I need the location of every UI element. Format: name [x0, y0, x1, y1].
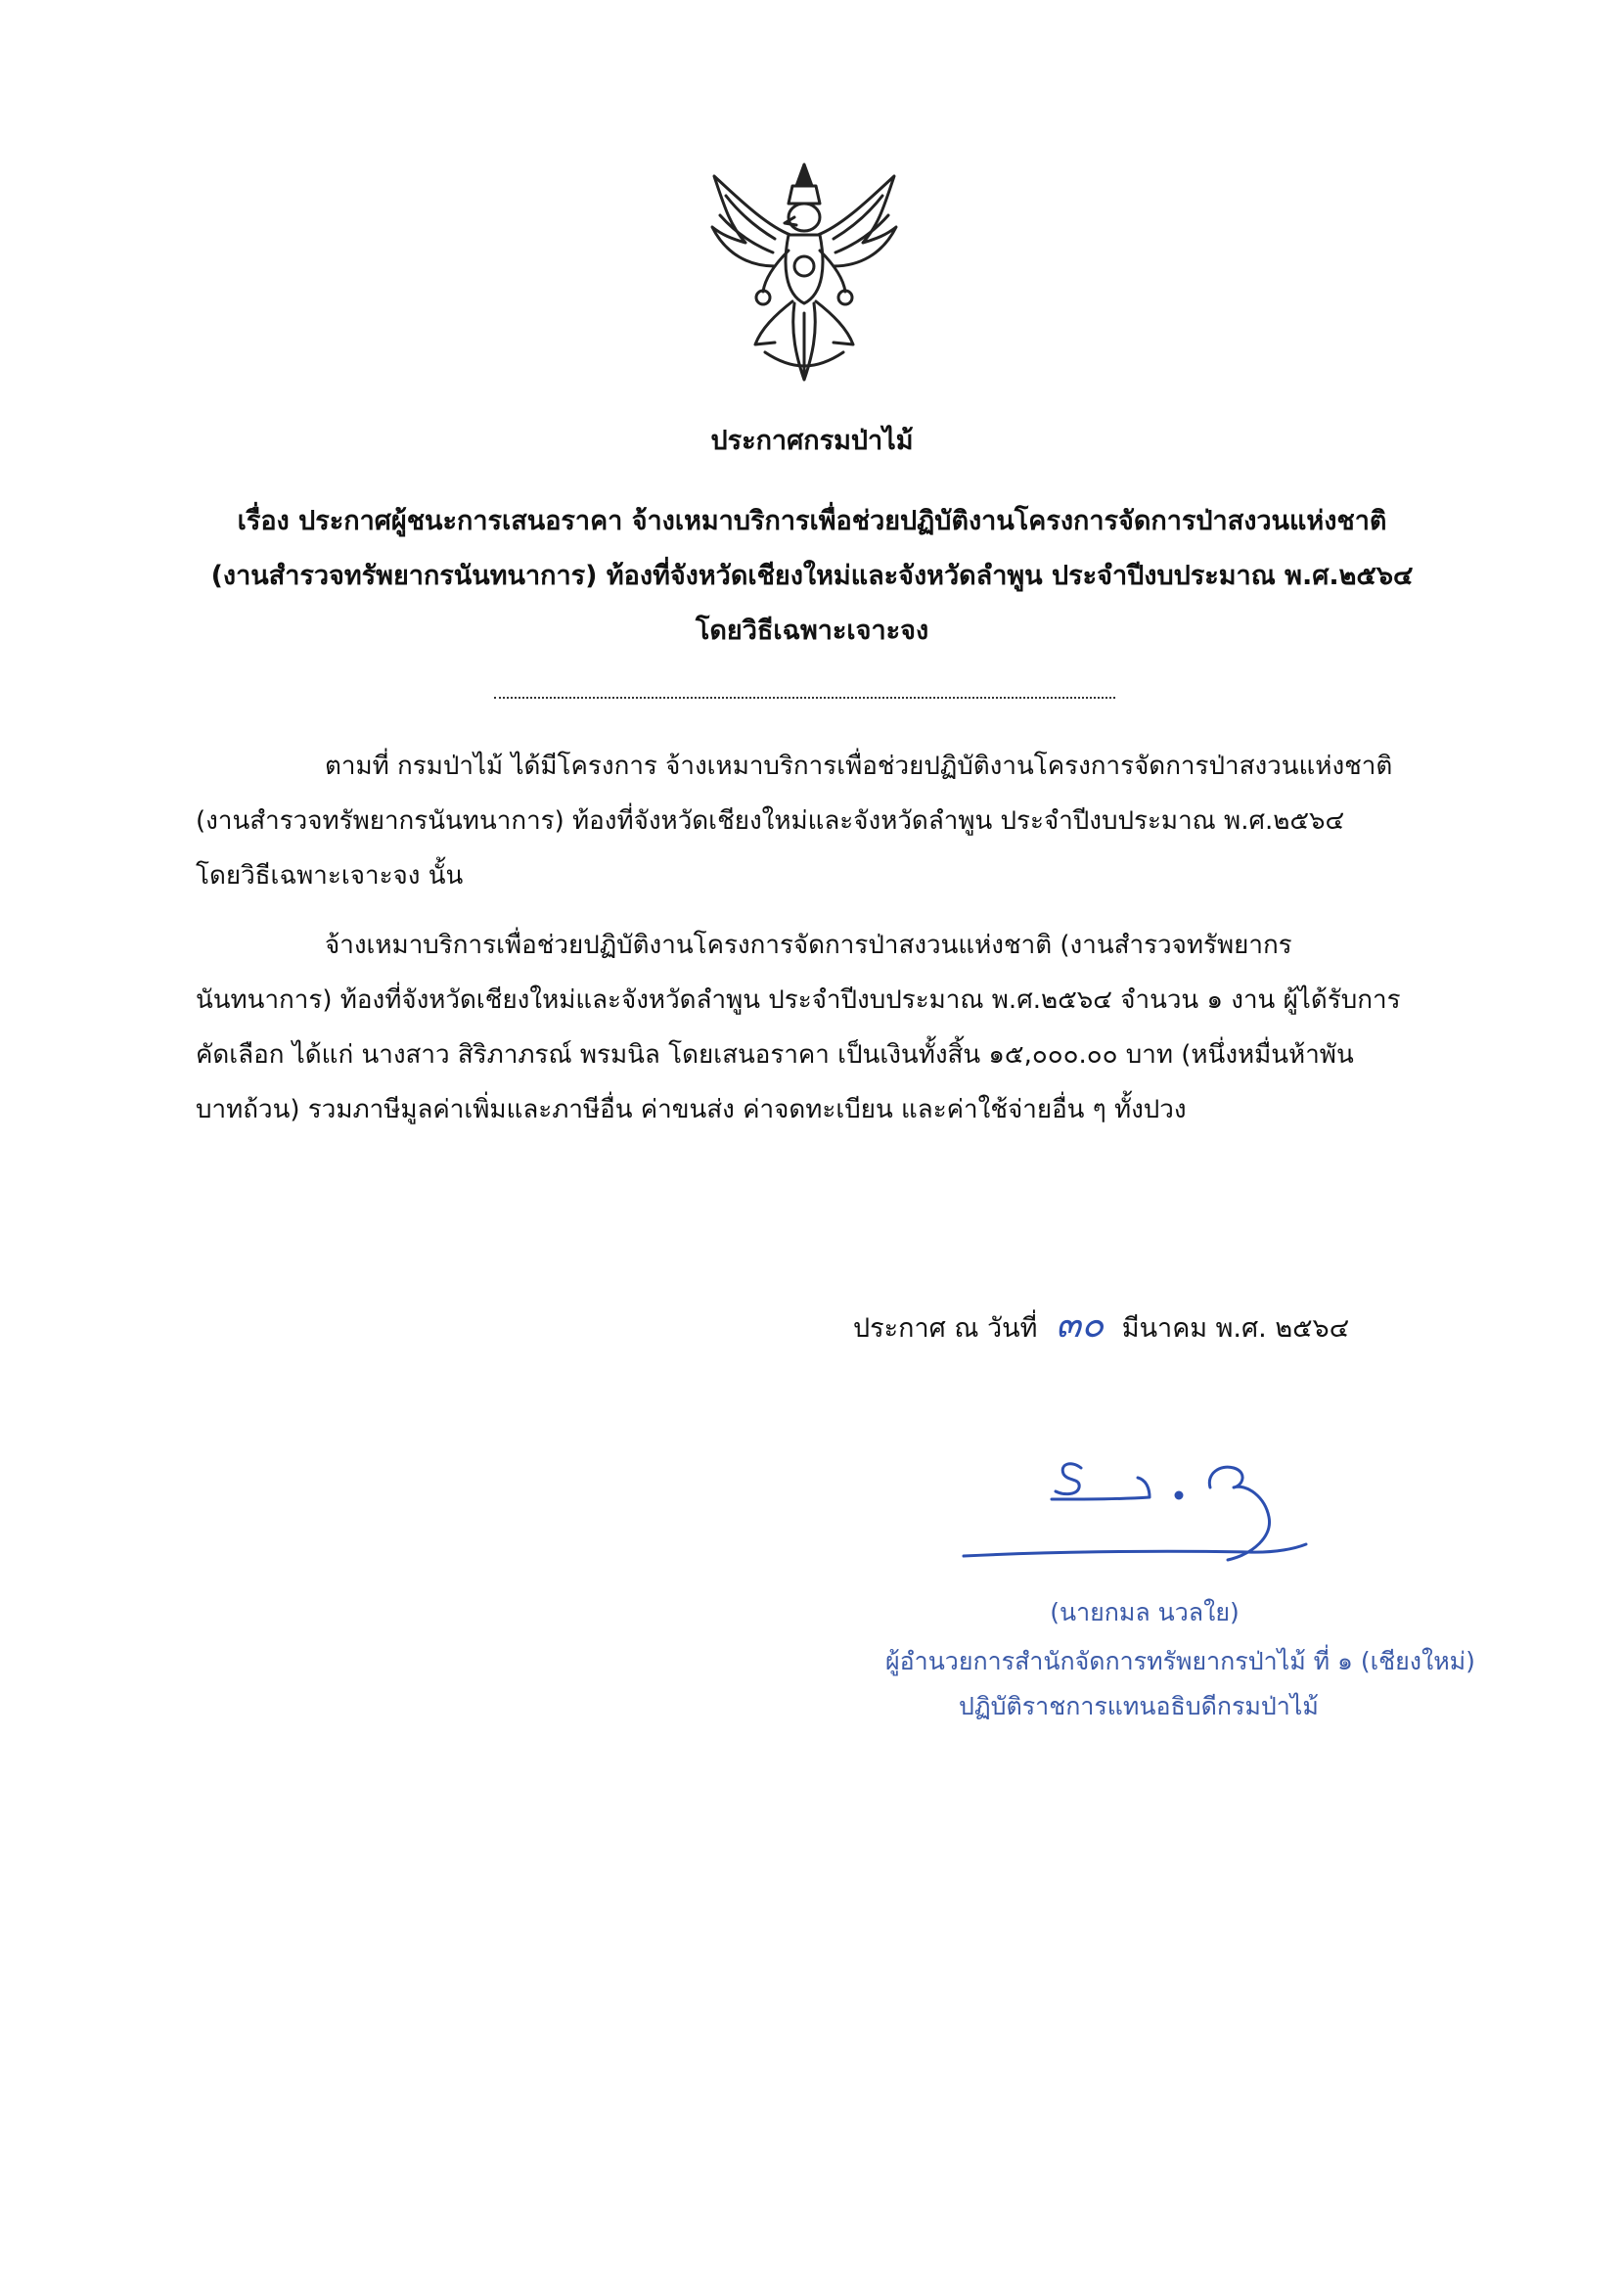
handwritten-day: ๓๐ — [1056, 1303, 1105, 1346]
paragraph-line: ตามที่ กรมป่าไม้ ได้มีโครงการ จ้างเหมาบริการเพื่อช่วยปฏิบัติงานโครงการจัดการป่าสงวนแห่งชาติ — [325, 752, 1393, 781]
signer-name: (นายกมล นวลใย) — [1050, 1598, 1240, 1626]
garuda-emblem-icon — [706, 157, 902, 391]
signer-acting-for: ปฏิบัติราชการแทนอธิบดีกรมป่าไม้ — [959, 1692, 1319, 1720]
paragraph-background — [196, 739, 1430, 903]
date-suffix: มีนาคม พ.ศ. ๒๕๖๔ — [1121, 1313, 1350, 1344]
handwritten-signature — [954, 1439, 1335, 1580]
paragraph-line: บาทถ้วน) รวมภาษีมูลค่าเพิ่มและภาษีอื่น ค่าขนส่ง ค่าจดทะเบียน และค่าใช้จ่ายอื่น ๆ ทั้งปวง — [196, 1095, 1187, 1124]
paragraph-line: โดยวิธีเฉพาะเจาะจง นั้น — [196, 861, 464, 891]
paragraph-line: จ้างเหมาบริการเพื่อช่วยปฏิบัติงานโครงการจัดการป่าสงวนแห่งชาติ (งานสำรวจทรัพยากร — [325, 931, 1292, 960]
subject-line: (งานสำรวจทรัพยากรนันทนาการ) ท้องที่จังหวัดเชียงใหม่และจังหวัดลำพูน ประจำปีงบประมาณ พ.ศ.๒๕๖๔ — [210, 561, 1414, 591]
signer-position: ผู้อำนวยการสำนักจัดการทรัพยากรป่าไม้ ที่ ๑ (เชียงใหม่) — [885, 1647, 1475, 1675]
paragraph-line: คัดเลือก ได้แก่ นางสาว สิริภาภรณ์ พรมนิล โดยเสนอราคา เป็นเงินทั้งสิ้น ๑๕,๐๐๐.๐๐ บาท (หนึ่งหมื่นห้าพัน — [196, 1040, 1354, 1070]
date-prefix: ประกาศ ณ วันที่ — [853, 1313, 1038, 1344]
paragraph-award — [196, 918, 1430, 1137]
subject-line: เรื่อง ประกาศผู้ชนะการเสนอราคา จ้างเหมาบริการเพื่อช่วยปฏิบัติงานโครงการจัดการป่าสงวนแห่งชาติ — [237, 506, 1387, 536]
dotted-divider — [494, 697, 1115, 699]
document-title: ประกาศกรมป่าไม้ — [710, 426, 914, 456]
subject-line: โดยวิธีเฉพาะเจาะจง — [695, 616, 929, 646]
paragraph-line: (งานสำรวจทรัพยากรนันทนาการ) ท้องที่จังหวัดเชียงใหม่และจังหวัดลำพูน ประจำปีงบประมาณ พ.ศ.๒๕๖๔ — [196, 806, 1345, 836]
paragraph-line: นันทนาการ) ท้องที่จังหวัดเชียงใหม่และจังหวัดลำพูน ประจำปีงบประมาณ พ.ศ.๒๕๖๔ จำนวน ๑ งาน ผู้ได้รับการ — [196, 985, 1401, 1015]
announcement-date — [853, 1294, 1349, 1353]
subject-heading — [186, 494, 1438, 659]
